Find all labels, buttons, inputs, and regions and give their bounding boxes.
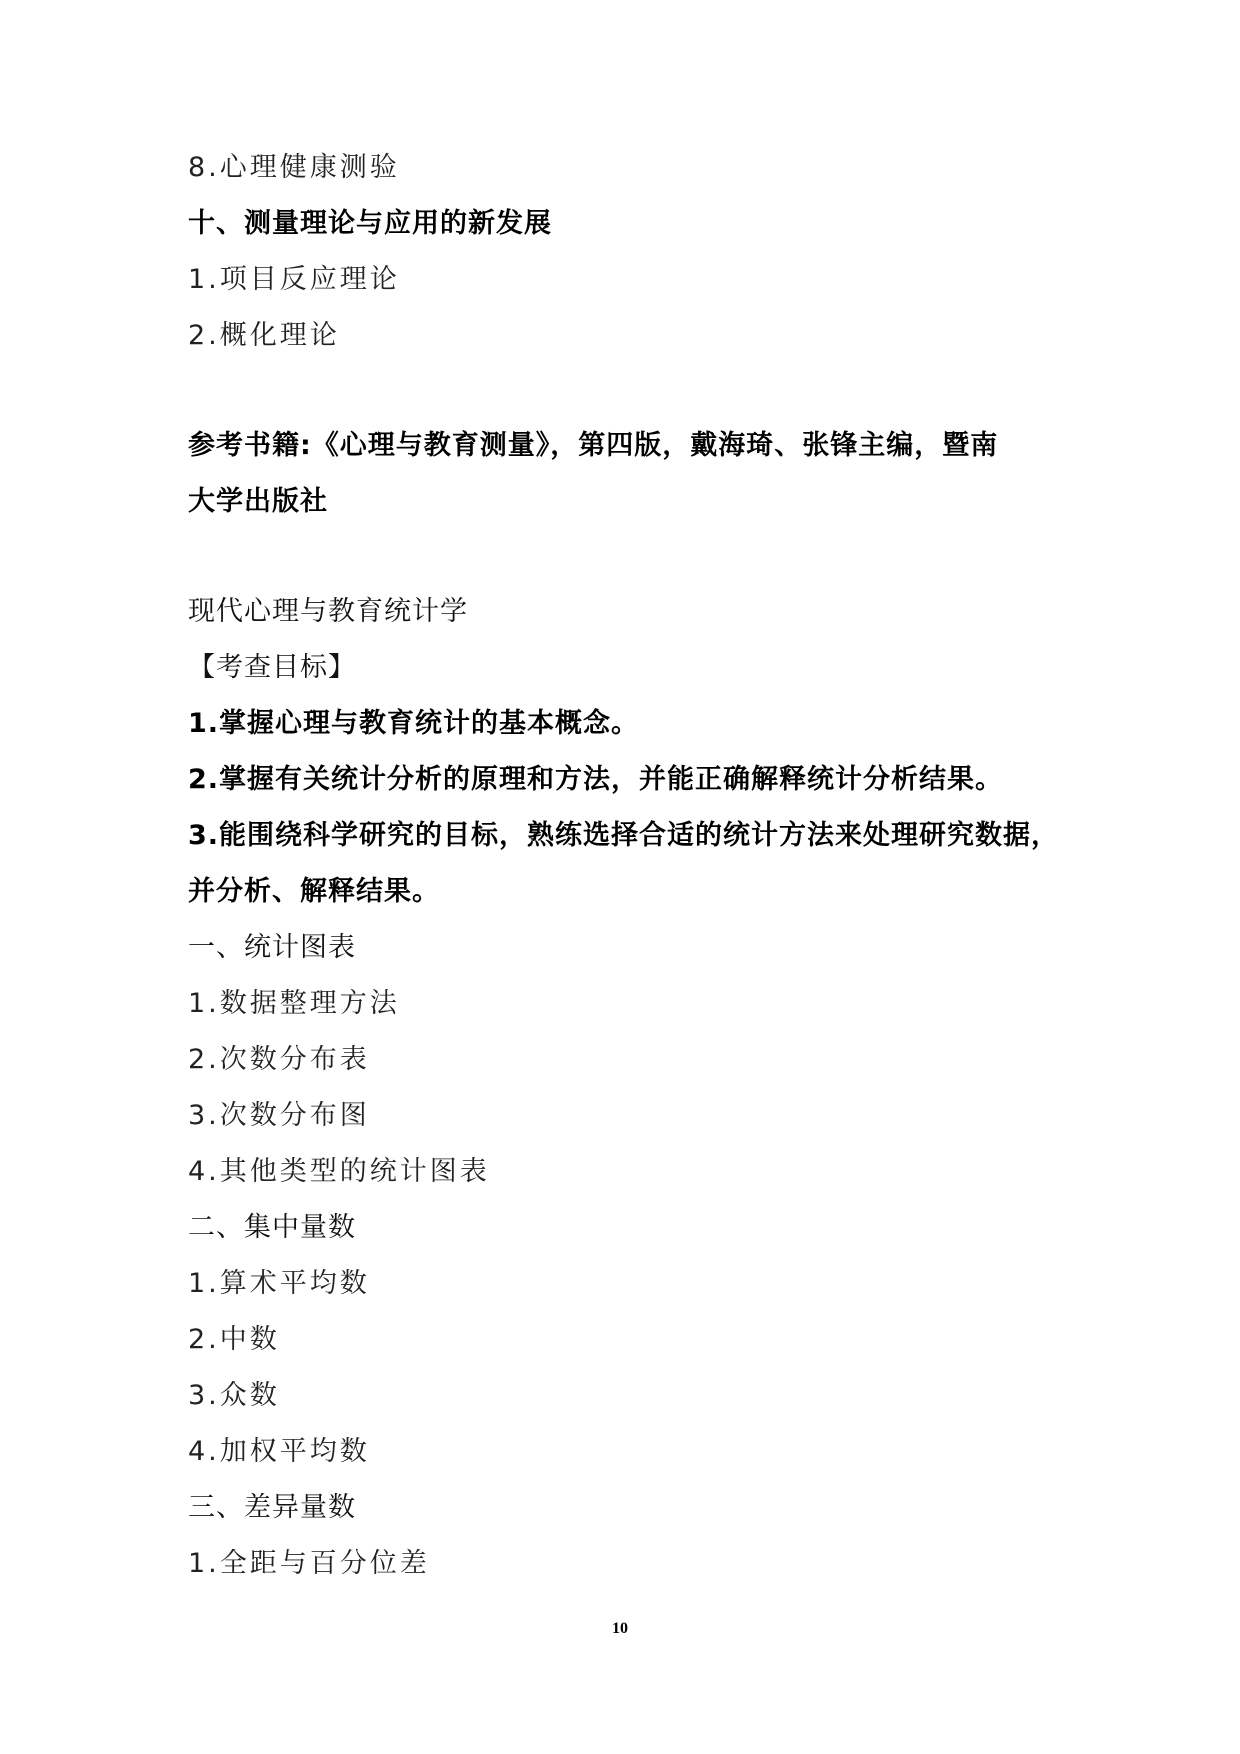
page-number: 10 [612, 1620, 628, 1637]
list-item: 3.次数分布图 [188, 1100, 370, 1131]
list-item: 3.众数 [188, 1380, 280, 1411]
chapter-heading: 二、集中量数 [188, 1212, 356, 1243]
list-item: 2.次数分布表 [188, 1044, 370, 1075]
list-item: 2.中数 [188, 1324, 280, 1355]
objective-item: 并分析、解释结果。 [188, 876, 440, 907]
list-item: 1.项目反应理论 [188, 264, 400, 295]
list-item: 1.算术平均数 [188, 1268, 370, 1299]
reference-line-2: 大学出版社 [188, 486, 328, 517]
reference-line-1: 参考书籍:《心理与教育测量》，第四版，戴海琦、张锋主编，暨南 [188, 430, 999, 461]
list-item: 4.其他类型的统计图表 [188, 1156, 490, 1187]
list-item: 4.加权平均数 [188, 1436, 370, 1467]
list-item: 2.概化理论 [188, 320, 340, 351]
chapter-heading: 三、差异量数 [188, 1492, 356, 1523]
list-item: 8.心理健康测验 [188, 152, 400, 183]
objectives-heading: 【考查目标】 [188, 652, 356, 683]
objective-item: 3.能围绕科学研究的目标，熟练选择合适的统计方法来处理研究数据， [188, 820, 1060, 851]
list-item: 1.全距与百分位差 [188, 1548, 430, 1579]
list-item: 1.数据整理方法 [188, 988, 400, 1019]
course-title: 现代心理与教育统计学 [188, 596, 468, 627]
section-heading: 十、测量理论与应用的新发展 [188, 208, 552, 239]
objective-item: 2.掌握有关统计分析的原理和方法，并能正确解释统计分析结果。 [188, 764, 1004, 795]
objective-item: 1.掌握心理与教育统计的基本概念。 [188, 708, 640, 739]
chapter-heading: 一、统计图表 [188, 932, 356, 963]
